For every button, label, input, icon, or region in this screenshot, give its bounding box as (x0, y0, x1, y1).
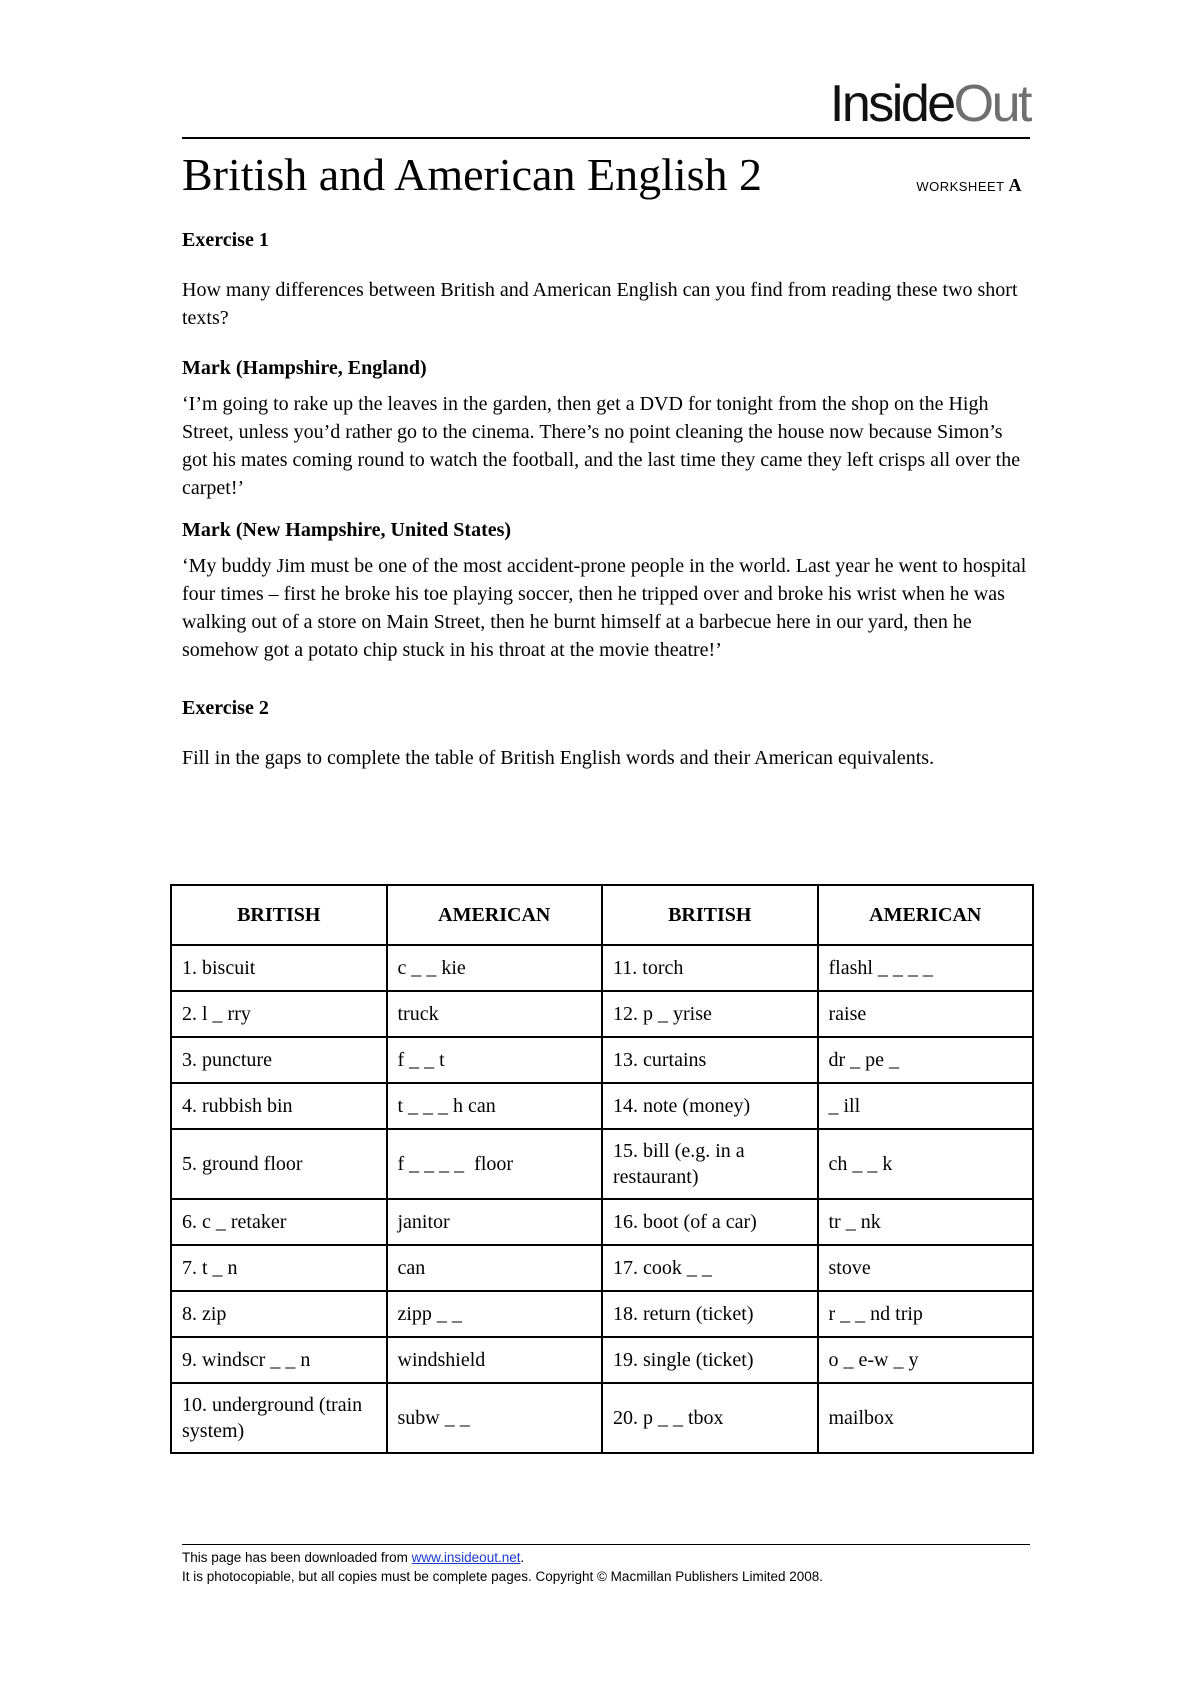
table-cell: raise (818, 991, 1034, 1037)
worksheet-word: WORKSHEET (916, 179, 1005, 194)
table-cell: f _ _ _ _ floor (387, 1129, 603, 1199)
table-cell: tr _ nk (818, 1199, 1034, 1245)
table-cell: stove (818, 1245, 1034, 1291)
footer-link[interactable]: www.insideout.net (411, 1550, 521, 1565)
table-row (171, 1199, 1033, 1245)
header-british-2: BRITISH (602, 885, 818, 945)
table-cell: 1. biscuit (171, 945, 387, 991)
table-row (171, 1083, 1033, 1129)
table-row (171, 1337, 1033, 1383)
table-cell: r _ _ nd trip (818, 1291, 1034, 1337)
main-content (182, 226, 1032, 772)
brand-logo (829, 75, 1030, 133)
table-cell: 14. note (money) (602, 1083, 818, 1129)
table-cell: 17. cook _ _ (602, 1245, 818, 1291)
table-cell: 3. puncture (171, 1037, 387, 1083)
worksheet-label (916, 175, 1022, 196)
footer-copyright: It is photocopiable, but all copies must be complete pages. Copyright © Macmillan Publishers Limited 2008. (182, 1569, 824, 1584)
table-cell: t _ _ _ h can (387, 1083, 603, 1129)
text1-body: ‘I’m going to rake up the leaves in the garden, then get a DVD for tonight from the shop on the High Street, unless you’d rather go to the cinema. There’s no point cleaning the house now because Simon’s got his mates coming round to watch the football, and the last time they came they left crisps all over the carpet!’ (182, 393, 1021, 499)
table-row (171, 1383, 1033, 1453)
table-cell: 16. boot (of a car) (602, 1199, 818, 1245)
text2-body: ‘My buddy Jim must be one of the most accident-prone people in the world. Last year he went to hospital four times – first he broke his toe playing soccer, then he tripped over and broke his wrist when he was walking out of a store on Main Street, then he burnt himself at a barbecue here in our yard, then he somehow got a potato chip stuck in his throat at the movie theatre!’ (182, 555, 1027, 661)
worksheet-letter: A (1008, 175, 1022, 195)
footer-suffix: . (520, 1550, 525, 1565)
table-cell: 7. t _ n (171, 1245, 387, 1291)
table-row (171, 991, 1033, 1037)
table-cell: 2. l _ rry (171, 991, 387, 1037)
exercise1-heading: Exercise 1 (182, 229, 269, 251)
table-cell: 18. return (ticket) (602, 1291, 818, 1337)
table-cell: 19. single (ticket) (602, 1337, 818, 1383)
table-cell: 15. bill (e.g. in a restaurant) (602, 1129, 818, 1199)
table-cell: mailbox (818, 1383, 1034, 1453)
text2-heading: Mark (New Hampshire, United States) (182, 519, 512, 541)
table-header-row (171, 885, 1033, 945)
header-british-1: BRITISH (171, 885, 387, 945)
text1-heading: Mark (Hampshire, England) (182, 357, 427, 379)
table-cell: f _ _ t (387, 1037, 603, 1083)
header-rule (182, 137, 1030, 139)
table-cell: zipp _ _ (387, 1291, 603, 1337)
table-cell: 9. windscr _ _ n (171, 1337, 387, 1383)
footer-rule (182, 1544, 1030, 1545)
table-cell: flashl _ _ _ _ (818, 945, 1034, 991)
table-cell: dr _ pe _ (818, 1037, 1034, 1083)
exercise2-instruction: Fill in the gaps to complete the table of British English words and their American equivalents. (182, 747, 935, 769)
table-cell: truck (387, 991, 603, 1037)
header-american-1: AMERICAN (387, 885, 603, 945)
table-cell: 4. rubbish bin (171, 1083, 387, 1129)
exercise1-instruction: How many differences between British and American English can you find from reading these two short texts? (182, 279, 1018, 329)
table-cell: 20. p _ _ tbox (602, 1383, 818, 1453)
table-cell: 11. torch (602, 945, 818, 991)
table-cell: 8. zip (171, 1291, 387, 1337)
table-cell: 13. curtains (602, 1037, 818, 1083)
table-cell: ch _ _ k (818, 1129, 1034, 1199)
table-cell: 12. p _ yrise (602, 991, 818, 1037)
table-cell: o _ e-w _ y (818, 1337, 1034, 1383)
footer-prefix: This page has been downloaded from (182, 1550, 412, 1565)
table-row (171, 1245, 1033, 1291)
table-row (171, 1037, 1033, 1083)
table-cell: windshield (387, 1337, 603, 1383)
page-title: British and American English 2 (182, 149, 763, 200)
table-cell: _ ill (818, 1083, 1034, 1129)
footer-line-1 (182, 1548, 823, 1567)
table-cell: 5. ground floor (171, 1129, 387, 1199)
table-cell: 6. c _ retaker (171, 1199, 387, 1245)
vocabulary-table (170, 884, 1034, 1454)
footer (182, 1548, 823, 1586)
table-row (171, 1291, 1033, 1337)
table-row (171, 945, 1033, 991)
brand-part1: Inside (829, 75, 954, 133)
table-cell: subw _ _ (387, 1383, 603, 1453)
brand-part2: Out (953, 75, 1030, 133)
header-american-2: AMERICAN (818, 885, 1034, 945)
table-cell: 10. underground (train system) (171, 1383, 387, 1453)
table-cell: janitor (387, 1199, 603, 1245)
table-row (171, 1129, 1033, 1199)
table-cell: c _ _ kie (387, 945, 603, 991)
exercise2-heading: Exercise 2 (182, 697, 269, 719)
table-cell: can (387, 1245, 603, 1291)
